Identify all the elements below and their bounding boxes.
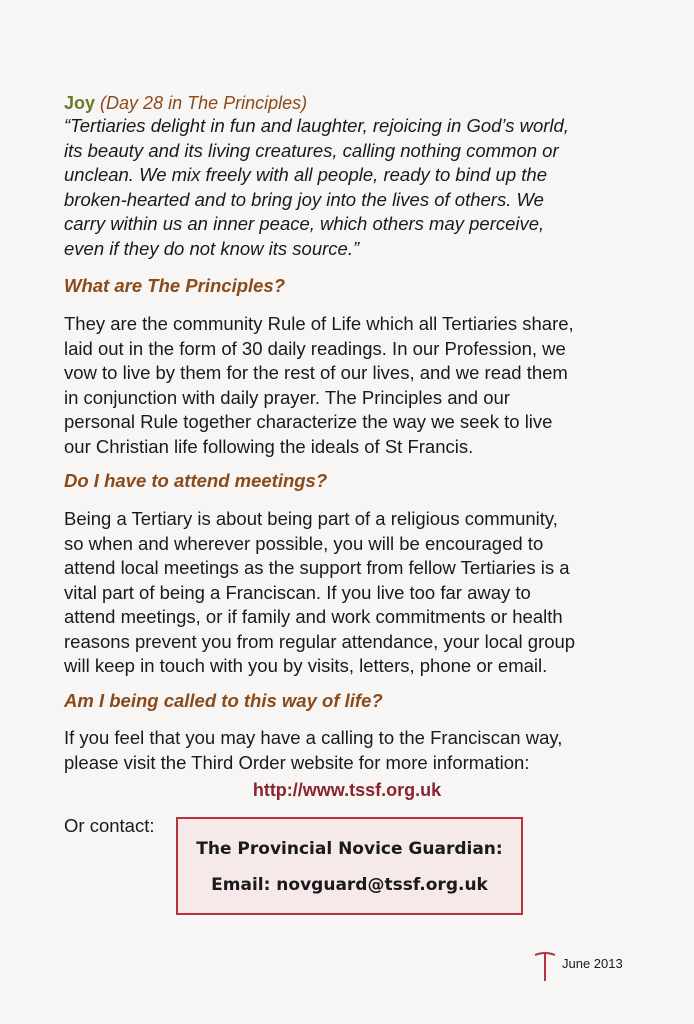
paragraph-line: vital part of being a Franciscan. If you live too far away to bbox=[64, 581, 531, 603]
footer-date: June 2013 bbox=[562, 956, 623, 971]
paragraph-line: will keep in touch with you by visits, letters, phone or email. bbox=[64, 655, 548, 676]
contact-label: Or contact: bbox=[64, 815, 155, 836]
contact-box bbox=[176, 817, 523, 915]
paragraph-line: vow to live by them for the rest of our lives, and we read them bbox=[64, 362, 568, 383]
paragraph-line: If you feel that you may have a calling to the Franciscan way, bbox=[64, 727, 563, 748]
meetings-heading: Do I have to attend meetings? bbox=[64, 470, 328, 491]
paragraph-line: They are the community Rule of Life which all Tertiaries share, bbox=[64, 313, 574, 334]
calling-heading: Am I being called to this way of life? bbox=[64, 690, 383, 711]
quote-line: unclean. We mix freely with all people, ready to bind up the bbox=[64, 164, 547, 185]
paragraph-line: reasons prevent you from regular attendance, your local group bbox=[64, 630, 576, 652]
paragraph-line: personal Rule together characterize the way we seek to live bbox=[64, 411, 553, 432]
contact-email[interactable]: Email: novguard@tssf.org.uk bbox=[211, 875, 488, 895]
meetings-paragraph bbox=[64, 507, 674, 679]
paragraph-line: attend local meetings as the support from fellow Tertiaries is a bbox=[64, 557, 570, 578]
joy-heading bbox=[64, 92, 307, 114]
paragraph-line: attend meetings, or if family and work commitments or health bbox=[64, 606, 563, 627]
website-link[interactable]: http://www.tssf.org.uk bbox=[252, 780, 442, 800]
paragraph-line: in conjunction with daily prayer. The Principles and our bbox=[64, 386, 510, 408]
paragraph-line: so when and wherever possible, you will be encouraged to bbox=[64, 532, 544, 554]
quote-line: even if they do not know its source.” bbox=[64, 237, 360, 259]
quote-line: “Tertiaries delight in fun and laughter, rejoicing in God’s world, bbox=[64, 115, 569, 136]
joy-word: Joy bbox=[64, 93, 96, 113]
joy-quote bbox=[64, 114, 664, 261]
contact-title: The Provincial Novice Guardian: bbox=[196, 839, 503, 859]
paragraph-line: our Christian life following the ideals of St Francis. bbox=[64, 435, 474, 457]
quote-line: its beauty and its living creatures, calling nothing common or bbox=[64, 139, 559, 161]
joy-subtitle: (Day 28 in The Principles) bbox=[100, 93, 308, 113]
paragraph-line: Being a Tertiary is about being part of a religious community, bbox=[64, 508, 558, 529]
quote-line: broken-hearted and to bring joy into the lives of others. We bbox=[64, 188, 544, 210]
paragraph-line: laid out in the form of 30 daily readings. In our Profession, we bbox=[64, 337, 566, 359]
paragraph-line: please visit the Third Order website for more information: bbox=[64, 751, 530, 773]
tau-cross-icon bbox=[534, 950, 556, 982]
calling-paragraph bbox=[64, 726, 674, 775]
principles-heading: What are The Principles? bbox=[64, 275, 286, 296]
principles-paragraph bbox=[64, 312, 674, 459]
quote-line: carry within us an inner peace, which others may perceive, bbox=[64, 213, 545, 234]
